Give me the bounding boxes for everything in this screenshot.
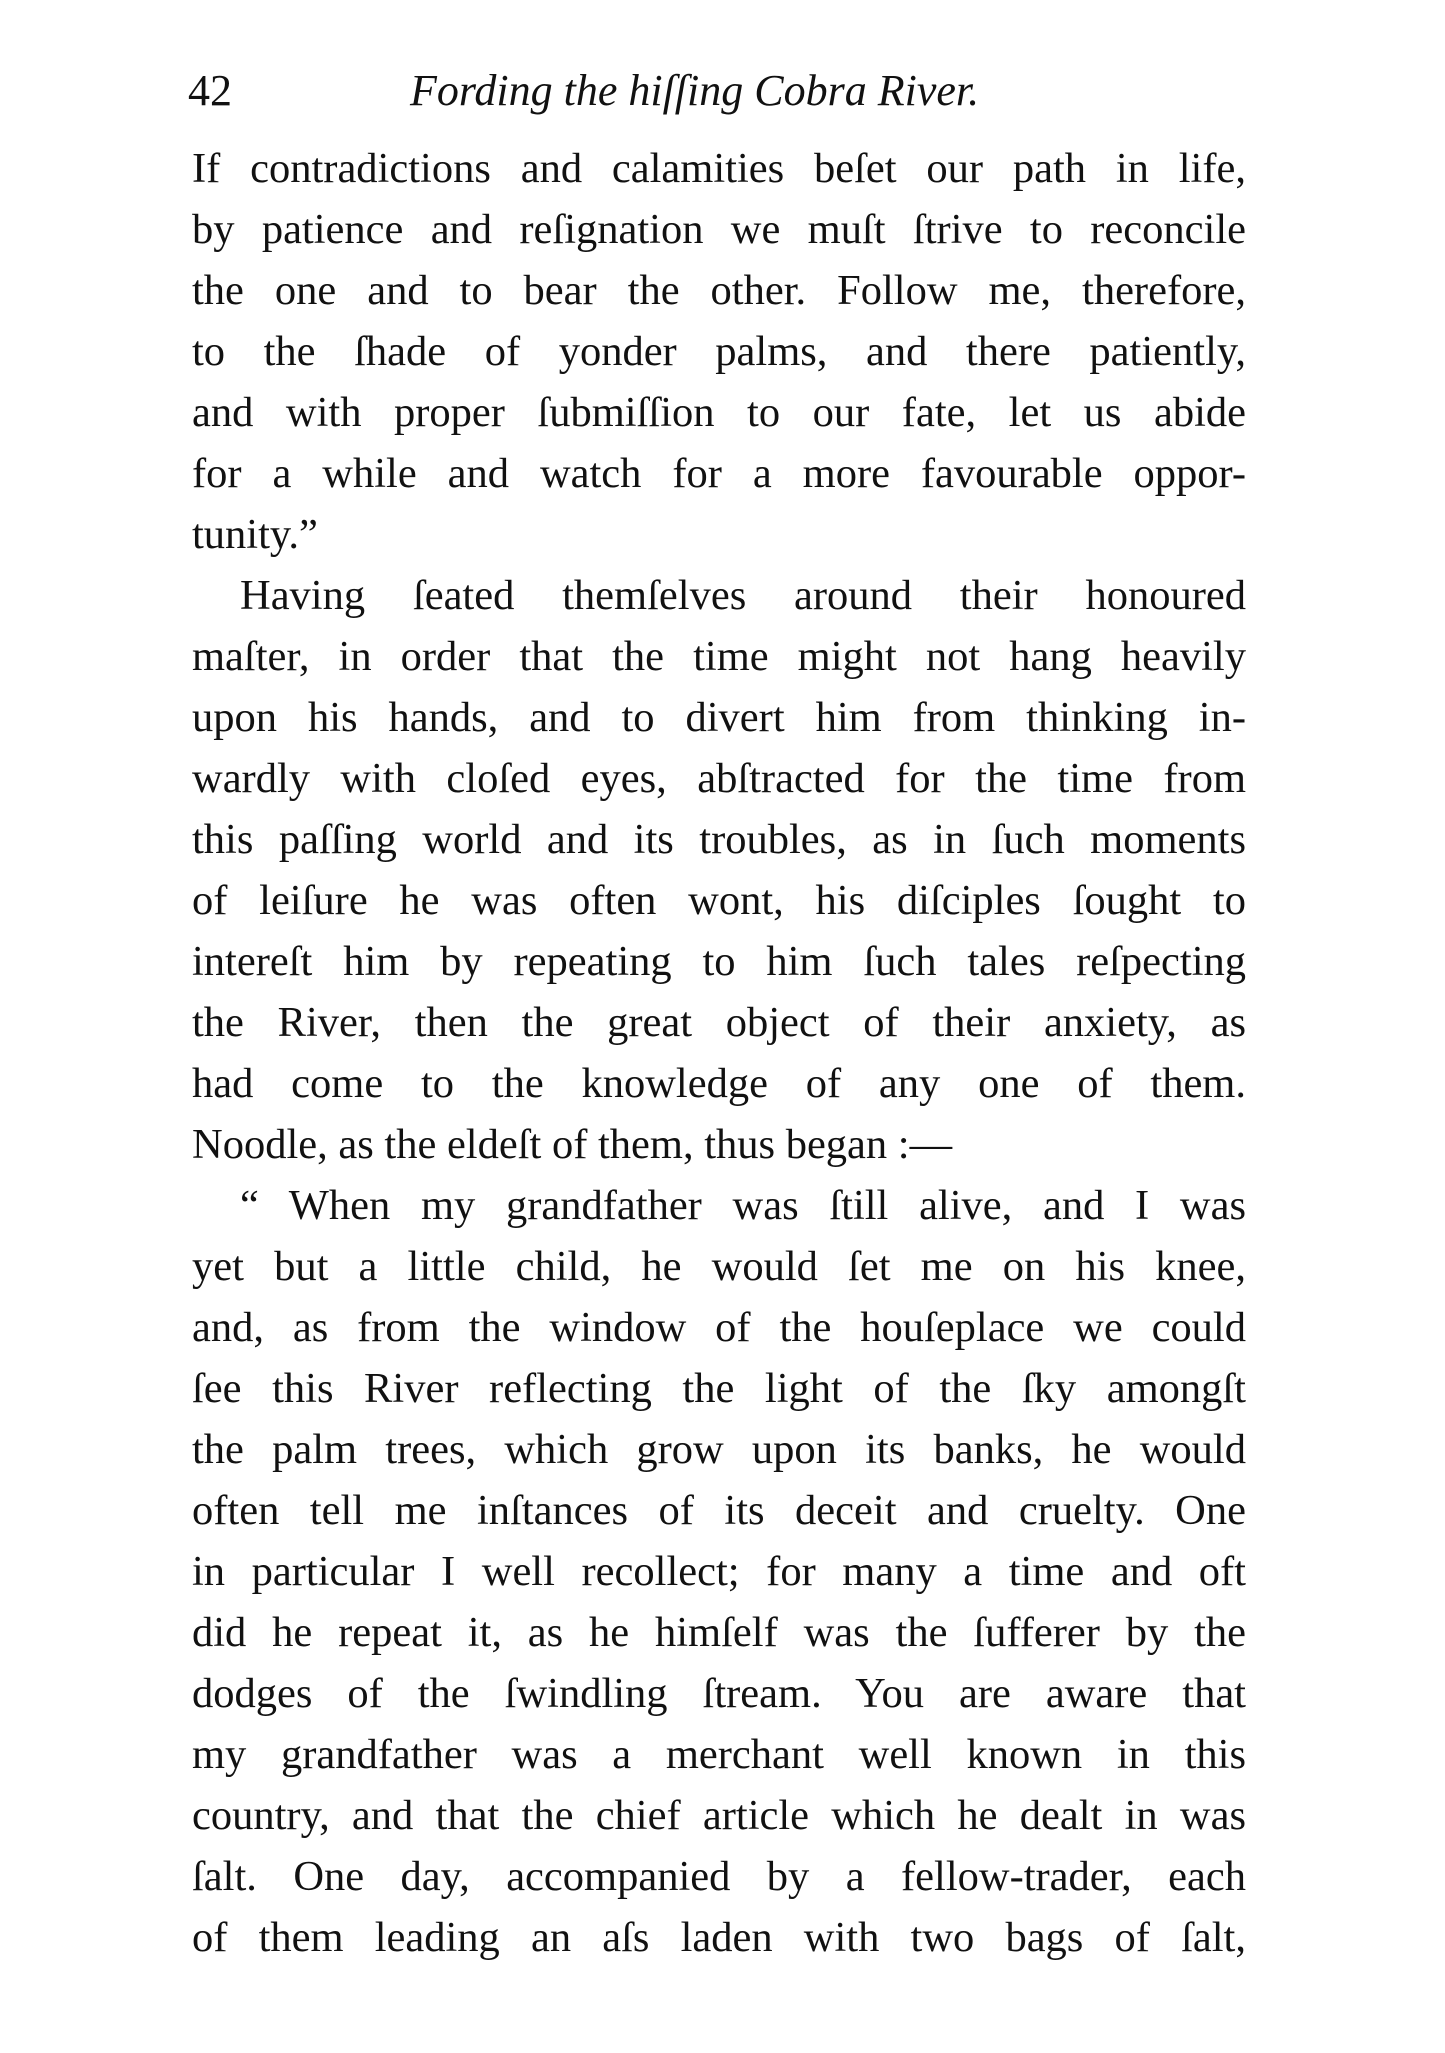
text-line: the one and to bear the other. Follow me, therefore,	[192, 267, 1246, 314]
text-line: dodges of the ſwindling ſtream. You are aware that	[192, 1670, 1246, 1717]
text-line: ſalt. One day, accompanied by a fellow-trader, each	[192, 1853, 1246, 1900]
paragraph	[192, 565, 1246, 1175]
text-line: my grandfather was a merchant well known in this	[192, 1731, 1246, 1778]
text-line: maſter, in order that the time might not hang heavily	[192, 633, 1246, 680]
text-line: of them leading an aſs laden with two bags of ſalt,	[192, 1914, 1246, 1961]
text-line: had come to the knowledge of any one of them.	[192, 1060, 1246, 1107]
text-line: “ When my grandfather was ſtill alive, and I was	[240, 1182, 1246, 1229]
text-line: wardly with cloſed eyes, abſtracted for the time from	[192, 755, 1246, 802]
text-line: for a while and watch for a more favourable oppor-	[192, 450, 1246, 497]
text-line: intereſt him by repeating to him ſuch tales reſpecting	[192, 938, 1246, 985]
text-line: the palm trees, which grow upon its banks, he would	[192, 1426, 1246, 1473]
text-line: ſee this River reflecting the light of the ſky amongſt	[192, 1365, 1246, 1412]
text-line: yet but a little child, he would ſet me on his knee,	[192, 1243, 1246, 1290]
text-line: did he repeat it, as he himſelf was the ſufferer by the	[192, 1609, 1246, 1656]
body-text	[192, 138, 1246, 1968]
text-line: by patience and reſignation we muſt ſtrive to reconcile	[192, 206, 1246, 253]
text-line: the River, then the great object of their anxiety, as	[192, 999, 1246, 1046]
paragraph	[192, 138, 1246, 565]
text-line: Having ſeated themſelves around their honoured	[240, 572, 1246, 619]
text-line: in particular I well recollect; for many a time and oft	[192, 1548, 1246, 1595]
text-line: upon his hands, and to divert him from thinking in-	[192, 694, 1246, 741]
text-line: Noodle, as the eldeſt of them, thus began :—	[192, 1121, 953, 1168]
text-line: country, and that the chief article which he dealt in was	[192, 1792, 1246, 1839]
page-number: 42	[188, 66, 232, 115]
text-line: If contradictions and calamities beſet our path in life,	[192, 145, 1246, 192]
running-title: Fording the hiſſing Cobra River.	[410, 66, 980, 115]
paragraph	[192, 1175, 1246, 1968]
text-line: to the ſhade of yonder palms, and there patiently,	[192, 328, 1246, 375]
text-line: of leiſure he was often wont, his diſciples ſought to	[192, 877, 1246, 924]
running-head	[188, 56, 1258, 126]
text-line: and with proper ſubmiſſion to our fate, let us abide	[192, 389, 1246, 436]
text-line: tunity.”	[192, 511, 318, 558]
text-line: often tell me inſtances of its deceit and cruelty. One	[192, 1487, 1246, 1534]
text-line: this paſſing world and its troubles, as in ſuch moments	[192, 816, 1246, 863]
text-line: and, as from the window of the houſeplace we could	[192, 1304, 1246, 1351]
